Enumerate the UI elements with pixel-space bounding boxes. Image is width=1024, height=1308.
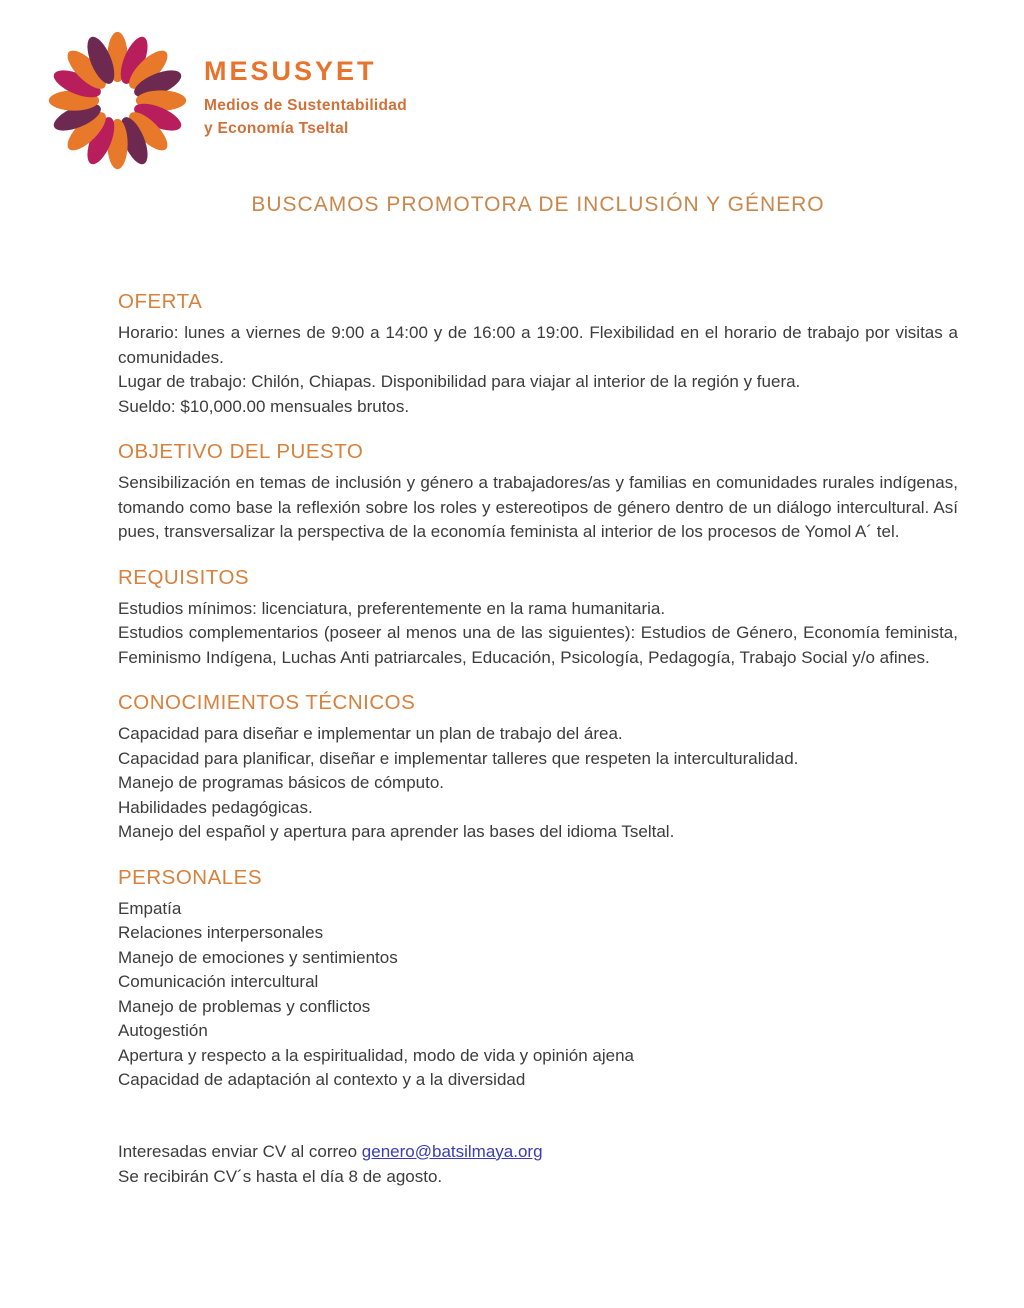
paragraph: Autogestión (118, 1021, 208, 1040)
section-oferta (118, 289, 958, 419)
page (0, 28, 1024, 1189)
footer (118, 1139, 958, 1189)
paragraph: Capacidad para diseñar e implementar un plan de trabajo del área. (118, 724, 623, 743)
contact-text: Interesadas enviar CV al correo (118, 1141, 362, 1161)
contact-line (118, 1139, 958, 1164)
brand-name: MESUSYET (204, 56, 377, 86)
content (118, 289, 958, 1189)
paragraph: Sensibilización en temas de inclusión y género a trabajadores/as y familias en comunidades rurales indígenas, tomando como base la reflexión sobre los roles y estereotipos de género dentro de un diálogo intercultural. Así pues, transversalizar la perspectiva de la economía feminista al interior de los procesos de Yomol A´ tel. (118, 473, 958, 541)
email-link[interactable]: genero@batsilmaya.org (361, 1141, 543, 1161)
paragraph: Estudios mínimos: licenciatura, preferentemente en la rama humanitaria. (118, 598, 666, 618)
deadline-text: Se recibirán CV´s hasta el día 8 de agosto. (118, 1166, 443, 1186)
section-heading: OFERTA (118, 290, 203, 313)
paragraph: Relaciones interpersonales (118, 923, 324, 942)
page-title: BUSCAMOS PROMOTORA DE INCLUSIÓN Y GÉNERO (251, 193, 825, 216)
logo-text-block (204, 56, 407, 140)
section-objetivo-del-puesto (118, 439, 958, 545)
paragraph: Manejo de emociones y sentimientos (118, 947, 398, 967)
paragraph: Habilidades pedagógicas. (118, 797, 313, 817)
section-requisitos (118, 565, 958, 671)
section-heading: CONOCIMIENTOS TÉCNICOS (118, 691, 416, 714)
paragraph: Empatía (118, 898, 182, 918)
section-heading: PERSONALES (118, 865, 262, 889)
paragraph: Manejo de problemas y conflictos (118, 996, 371, 1016)
section-heading: OBJETIVO DEL PUESTO (118, 440, 364, 463)
paragraph: Sueldo: $10,000.00 mensuales brutos. (118, 396, 410, 416)
paragraph: Horario: lunes a viernes de 9:00 a 14:00 y de 16:00 a 19:00. Flexibilidad en el horario de trabajo por visitas a comunidades. (118, 323, 958, 367)
logo-flower-icon (45, 28, 190, 173)
header (45, 28, 1024, 173)
paragraph: Capacidad de adaptación al contexto y a la diversidad (118, 1070, 526, 1089)
section-personales (118, 865, 958, 1093)
paragraph: Comunicación intercultural (118, 972, 319, 991)
section-heading: REQUISITOS (118, 565, 250, 589)
paragraph: Estudios complementarios (poseer al menos una de las siguientes): Estudios de Género, Economía feminista, Feminismo Indígena, Luchas Anti patriarcales, Educación, Psicología, Pedagogía, Trabajo Social y/o afines. (118, 623, 958, 667)
paragraph: Manejo de programas básicos de cómputo. (118, 773, 445, 792)
paragraph: Manejo del español y apertura para aprender las bases del idioma Tseltal. (118, 822, 675, 841)
paragraph: Capacidad para planificar, diseñar e implementar talleres que respeten la interculturalidad. (118, 748, 799, 768)
section-conocimientos-tecnicos (118, 690, 958, 845)
brand-subtitle-line2: y Economía Tseltal (204, 120, 349, 137)
paragraph: Lugar de trabajo: Chilón, Chiapas. Disponibilidad para viajar al interior de la región y fuera. (118, 372, 801, 391)
brand-subtitle-line1: Medios de Sustentabilidad (204, 97, 407, 114)
paragraph: Apertura y respecto a la espiritualidad, modo de vida y opinión ajena (118, 1045, 634, 1065)
